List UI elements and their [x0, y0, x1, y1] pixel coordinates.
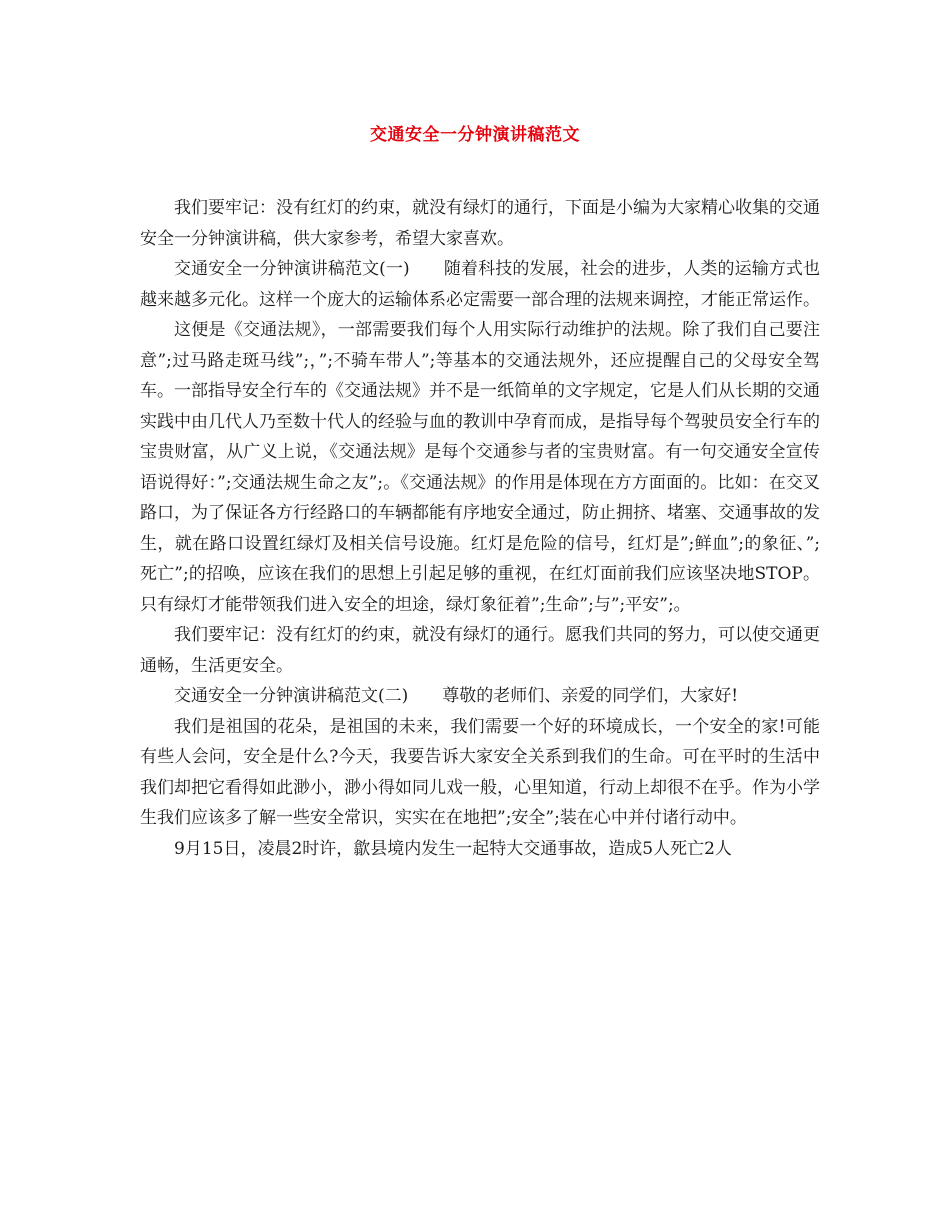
paragraph-speech-one-intro: 交通安全一分钟演讲稿范文(一) 随着科技的发展，社会的进步，人类的运输方式也越来越多元化。这样一个庞大的运输体系必定需要一部合理的法规来调控，才能正常运作。 [140, 259, 820, 310]
document-title: 交通安全一分钟演讲稿范文 [370, 125, 580, 145]
paragraph-speech-two-intro: 交通安全一分钟演讲稿范文(二) 尊敬的老师们、亲爱的同学们，大家好! [174, 686, 739, 706]
document-body [140, 193, 820, 864]
paragraph-intro: 我们要牢记：没有红灯的约束，就没有绿灯的通行，下面是小编为大家精心收集的交通安全一分钟演讲稿，供大家参考，希望大家喜欢。 [140, 198, 820, 249]
paragraph-remember: 我们要牢记：没有红灯的约束，就没有绿灯的通行。愿我们共同的努力，可以使交通更通畅，生活更安全。 [140, 625, 820, 676]
paragraph-safety-importance: 我们是祖国的花朵，是祖国的未来，我们需要一个好的环境成长，一个安全的家!可能有些人会问，安全是什么?今天，我要告诉大家安全关系到我们的生命。可在平时的生活中我们却把它看得如此渺小，渺小得如同儿戏一般，心里知道，行动上却很不在乎。作为小学生我们应该多了解一些安全常识，实实在在地把”;安全”;装在心中并付诸行动中。 [140, 716, 820, 828]
paragraph-traffic-law: 这便是《交通法规》，一部需要我们每个人用实际行动维护的法规。除了我们自己要注意”;过马路走斑马线”;，”;不骑车带人”;等基本的交通法规外，还应提醒自己的父母安全驾车。一部指导安全行车的《交通法规》并不是一纸简单的文字规定，它是人们从长期的交通实践中由几代人乃至数十代人的经验与血的教训中孕育而成，是指导每个驾驶员安全行车的宝贵财富，从广义上说，《交通法规》是每个交通参与者的宝贵财富。有一句交通安全宣传语说得好：”;交通法规生命之友”;。《交通法规》的作用是体现在方方面面的。比如：在交叉路口，为了保证各方行经路口的车辆都能有序地安全通过，防止拥挤、堵塞、交通事故的发生，就在路口设置红绿灯及相关信号设施。红灯是危险的信号，红灯是”;鲜血”;的象征、”;死亡”;的招唤，应该在我们的思想上引起足够的重视，在红灯面前我们应该坚决地STOP。只有绿灯才能带领我们进入安全的坦途，绿灯象征着”;生命”;与”;平安”;。 [140, 320, 820, 615]
paragraph-accident-report: 9月15日，凌晨2时许，歙县境内发生一起特大交通事故，造成5人死亡2人 [174, 838, 732, 859]
